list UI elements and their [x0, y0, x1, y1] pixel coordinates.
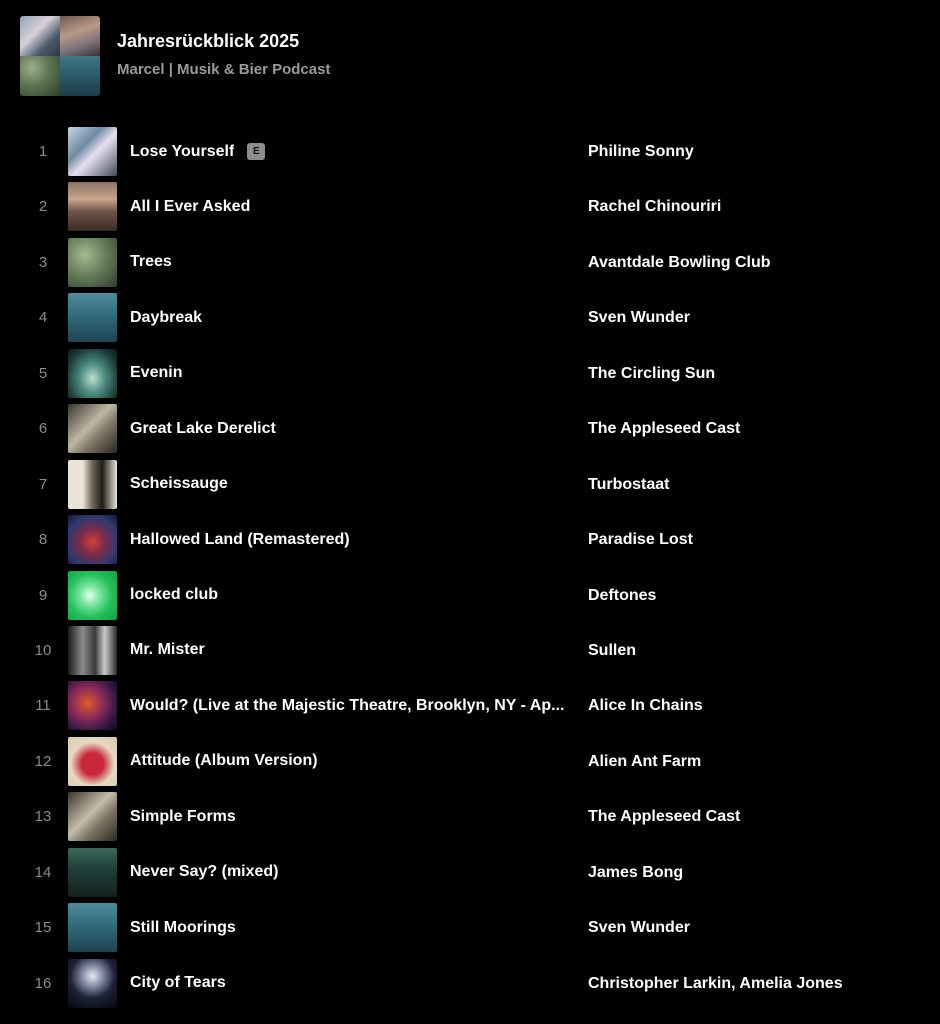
- track-row[interactable]: [0, 678, 940, 733]
- album-art[interactable]: [68, 792, 117, 841]
- album-art[interactable]: [68, 293, 117, 342]
- track-number: 16: [34, 974, 52, 992]
- track-row[interactable]: [0, 845, 940, 900]
- album-art[interactable]: [68, 681, 117, 730]
- track-title[interactable]: Attitude (Album Version): [130, 752, 318, 770]
- track-artist[interactable]: Turbostaat: [588, 475, 670, 493]
- playlist-title: Jahresrückblick 2025: [117, 31, 300, 51]
- track-row[interactable]: [0, 900, 940, 955]
- album-art[interactable]: [68, 404, 117, 453]
- track-artist[interactable]: James Bong: [588, 863, 684, 881]
- track-artist[interactable]: Christopher Larkin, Amelia Jones: [588, 974, 843, 992]
- playlist-info: [117, 16, 330, 79]
- playlist-owner[interactable]: Marcel | Musik & Bier Podcast: [117, 61, 331, 78]
- cover-tile: [60, 16, 100, 56]
- track-number: 11: [35, 697, 51, 715]
- playlist-cover[interactable]: [20, 16, 100, 96]
- track-title[interactable]: Scheissauge: [130, 475, 228, 493]
- track-artist[interactable]: Sven Wunder: [588, 919, 690, 937]
- album-art[interactable]: [68, 182, 117, 231]
- track-number: 3: [38, 253, 48, 271]
- track-artist[interactable]: Paradise Lost: [588, 531, 693, 549]
- track-title[interactable]: Would? (Live at the Majestic Theatre, Brooklyn, NY - Ap...: [130, 696, 565, 714]
- track-row[interactable]: [0, 568, 940, 623]
- track-row[interactable]: [0, 789, 940, 844]
- track-title[interactable]: Evenin: [130, 364, 183, 382]
- track-artist[interactable]: The Appleseed Cast: [588, 420, 741, 438]
- playlist-header: [20, 16, 330, 96]
- track-artist[interactable]: Alice In Chains: [588, 697, 703, 715]
- track-number: 8: [38, 531, 48, 549]
- track-artist[interactable]: Sven Wunder: [588, 309, 690, 327]
- track-number: 2: [38, 198, 48, 216]
- track-row[interactable]: [0, 179, 940, 234]
- track-title[interactable]: Never Say? (mixed): [130, 863, 279, 881]
- track-row[interactable]: [0, 956, 940, 1011]
- track-row[interactable]: [0, 124, 940, 179]
- track-artist[interactable]: Philine Sonny: [588, 143, 694, 160]
- track-title[interactable]: Great Lake Derelict: [130, 419, 276, 437]
- album-art[interactable]: [68, 959, 117, 1008]
- track-row[interactable]: [0, 346, 940, 401]
- track-title[interactable]: Trees: [130, 253, 172, 271]
- track-row[interactable]: [0, 401, 940, 456]
- track-row[interactable]: [0, 734, 940, 789]
- track-title[interactable]: locked club: [130, 586, 219, 603]
- track-number: 9: [38, 586, 48, 604]
- album-art[interactable]: [68, 238, 117, 287]
- track-number: 7: [38, 475, 48, 493]
- track-title[interactable]: Lose Yourself: [130, 142, 235, 160]
- track-title[interactable]: Hallowed Land (Remastered): [130, 530, 350, 548]
- track-number: 4: [38, 309, 48, 327]
- track-number: 14: [34, 863, 52, 881]
- track-row[interactable]: [0, 623, 940, 678]
- track-number: 5: [38, 364, 48, 382]
- cover-tile: [20, 16, 60, 56]
- track-row[interactable]: [0, 290, 940, 345]
- cover-tile: [20, 56, 60, 96]
- track-artist[interactable]: Alien Ant Farm: [588, 752, 702, 770]
- track-list: [0, 124, 940, 1011]
- track-title[interactable]: All I Ever Asked: [130, 197, 251, 215]
- album-art[interactable]: [68, 626, 117, 675]
- track-artist[interactable]: The Appleseed Cast: [588, 808, 741, 826]
- album-art[interactable]: [68, 848, 117, 897]
- album-art[interactable]: [68, 903, 117, 952]
- track-number: 15: [34, 919, 52, 937]
- track-number: 12: [34, 752, 52, 770]
- album-art[interactable]: [68, 737, 117, 786]
- track-number: 6: [38, 420, 48, 438]
- track-row[interactable]: [0, 457, 940, 512]
- explicit-badge: E: [247, 143, 265, 160]
- album-art[interactable]: [68, 127, 117, 176]
- track-artist[interactable]: The Circling Sun: [588, 364, 716, 382]
- track-artist[interactable]: Avantdale Bowling Club: [588, 253, 771, 271]
- track-artist[interactable]: Rachel Chinouriri: [588, 198, 722, 216]
- album-art[interactable]: [68, 349, 117, 398]
- track-row[interactable]: [0, 235, 940, 290]
- album-art[interactable]: [68, 460, 117, 509]
- track-title[interactable]: Still Moorings: [130, 918, 236, 936]
- track-artist[interactable]: Sullen: [588, 641, 637, 659]
- track-title[interactable]: Daybreak: [130, 308, 203, 326]
- track-title[interactable]: Mr. Mister: [130, 641, 205, 659]
- track-artist[interactable]: Deftones: [588, 586, 657, 604]
- cover-tile: [60, 56, 100, 96]
- track-number: 1: [38, 143, 48, 160]
- track-title[interactable]: City of Tears: [130, 974, 226, 992]
- album-art[interactable]: [68, 571, 117, 620]
- album-art[interactable]: [68, 515, 117, 564]
- track-title[interactable]: Simple Forms: [130, 807, 236, 825]
- track-row[interactable]: [0, 512, 940, 567]
- track-number: 10: [34, 641, 52, 659]
- track-number: 13: [34, 808, 52, 826]
